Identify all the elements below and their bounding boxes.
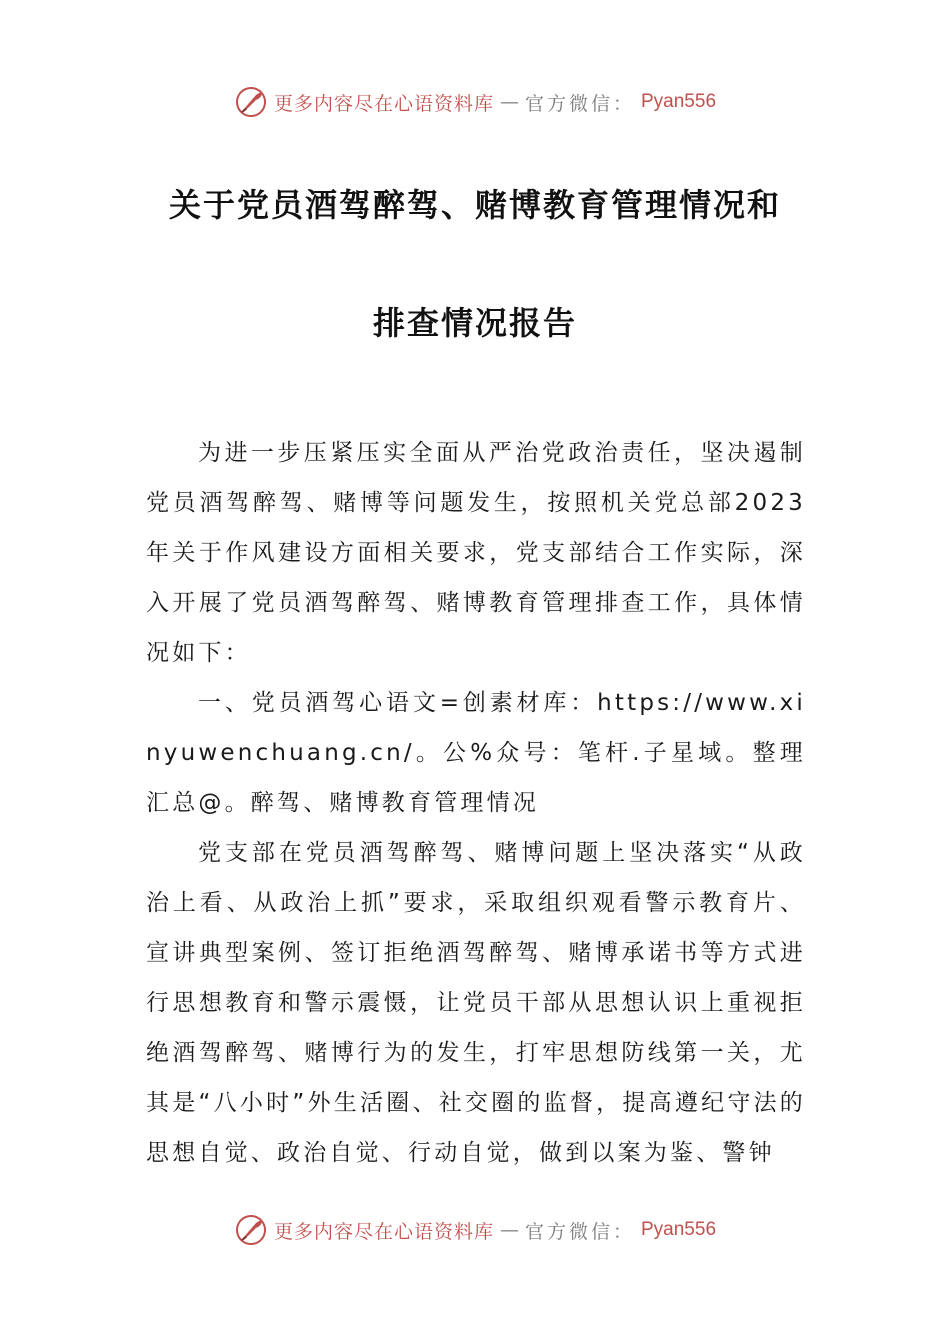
watermark-text: 更多内容尽在心语资料库: [273, 1220, 494, 1243]
document-title-line-1: 关于党员酒驾醉驾、赌博教育管理情况和: [168, 186, 781, 224]
document-title-line-2: 排查情况报告: [372, 304, 577, 342]
paragraph-intro: 为进一步压紧压实全面从严治党政治责任，坚决遏制党员酒驾醉驾、赌博等问题发生，按照机关党总部2023年关于作风建设方面相关要求，党支部结合工作实际，深入开展了党员酒驾醉驾、赌博教育管理排查工作，具体情况如下：: [146, 440, 806, 666]
document-body: [146, 428, 806, 1178]
paragraph-section-heading: 一、党员酒驾心语文=创素材库：https://www.xinyuwenchuang.cn/。公%众号：笔杆.子星域。整理汇总@。醉驾、赌博教育管理情况: [146, 690, 806, 816]
watermark-separator: —: [499, 91, 519, 113]
wechat-label: 官方微信：: [524, 92, 635, 115]
paragraph-details: 党支部在党员酒驾醉驾、赌博问题上坚决落实“从政治上看、从政治上抓”要求，采取组织观看警示教育片、宣讲典型案例、签订拒绝酒驾醉驾、赌博承诺书等方式进行思想教育和警示震慑，让党员干部从思想认识上重视拒绝酒驾醉驾、赌博行为的发生，打牢思想防线第一关，尤其是“八小时”外生活圈、社交圈的监督，提高遵纪守法的思想自觉、政治自觉、行动自觉，做到以案为鉴、警钟: [146, 840, 806, 1166]
quill-pen-icon: [234, 85, 268, 119]
wechat-id: Pyan556: [641, 1219, 717, 1240]
footer-watermark: [0, 1208, 950, 1252]
quill-pen-icon: [234, 1213, 268, 1247]
header-watermark: [0, 80, 950, 124]
watermark-text: 更多内容尽在心语资料库: [273, 92, 494, 115]
wechat-id: Pyan556: [641, 91, 717, 112]
watermark-separator: —: [499, 1219, 519, 1241]
wechat-label: 官方微信：: [524, 1220, 635, 1243]
